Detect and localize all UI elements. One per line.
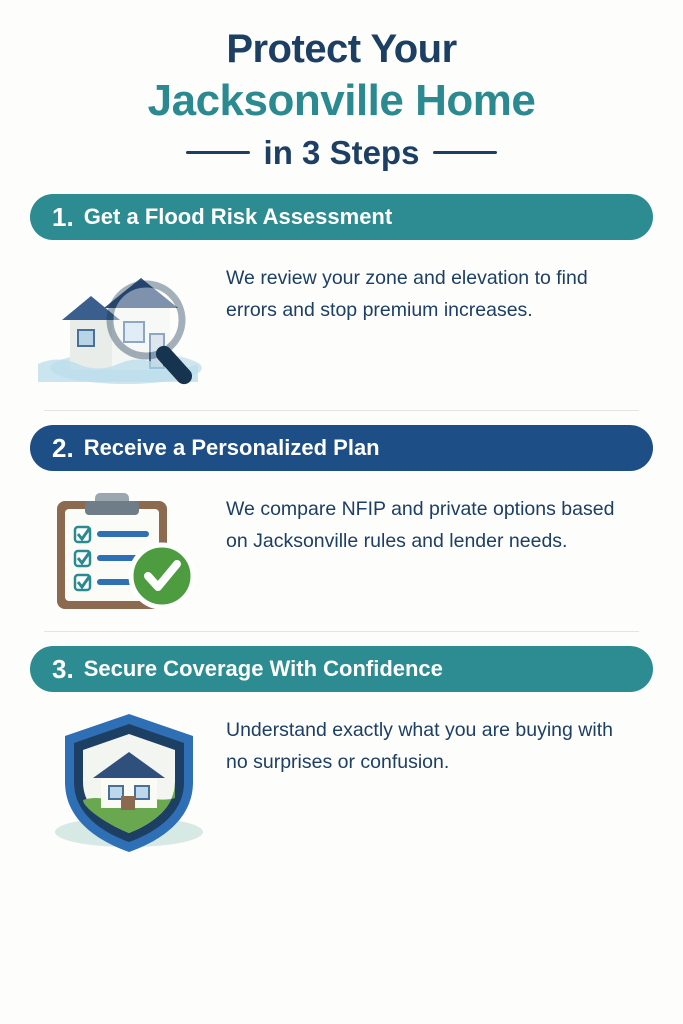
steps-list bbox=[30, 194, 653, 868]
step-2-illustration bbox=[30, 485, 226, 617]
step-1-header-bar bbox=[30, 194, 653, 240]
step-2-body bbox=[30, 471, 653, 627]
step-2-description: We compare NFIP and private options based on Jacksonville rules and lender needs. bbox=[226, 497, 615, 553]
step-1-body bbox=[30, 240, 653, 406]
title-line-3: in 3 Steps bbox=[263, 133, 420, 171]
step-3-body bbox=[30, 692, 653, 868]
step-item-3 bbox=[30, 646, 653, 868]
step-3-header-bar bbox=[30, 646, 653, 692]
title-line-1: Protect Your bbox=[226, 27, 457, 71]
step-1-title: Get a Flood Risk Assessment bbox=[83, 203, 393, 229]
step-3-illustration bbox=[30, 706, 226, 858]
step-3-description: Understand exactly what you are buying with no surprises or confusion. bbox=[226, 718, 613, 774]
step-2-header-bar bbox=[30, 425, 653, 471]
step-1-description: We review your zone and elevation to find errors and stop premium increases. bbox=[226, 266, 588, 322]
step-3-number: 3. bbox=[52, 653, 74, 684]
step-1-number: 1. bbox=[52, 201, 74, 232]
right-rule-divider bbox=[433, 151, 497, 154]
step-1-divider bbox=[44, 410, 639, 411]
left-rule-divider bbox=[186, 151, 250, 154]
step-2-number: 2. bbox=[52, 432, 74, 463]
title-line-3-row bbox=[30, 134, 653, 172]
step-item-1 bbox=[30, 194, 653, 411]
step-3-title: Secure Coverage With Confidence bbox=[83, 655, 443, 681]
clipboard-checklist-icon bbox=[43, 487, 213, 617]
shield-with-house-icon bbox=[41, 708, 216, 858]
step-item-2 bbox=[30, 425, 653, 632]
page-title bbox=[30, 0, 653, 172]
step-1-illustration bbox=[30, 254, 226, 396]
step-2-title: Receive a Personalized Plan bbox=[83, 434, 380, 460]
step-2-divider bbox=[44, 631, 639, 632]
house-with-magnifier-icon bbox=[38, 256, 218, 396]
title-line-2: Jacksonville Home bbox=[147, 76, 536, 126]
